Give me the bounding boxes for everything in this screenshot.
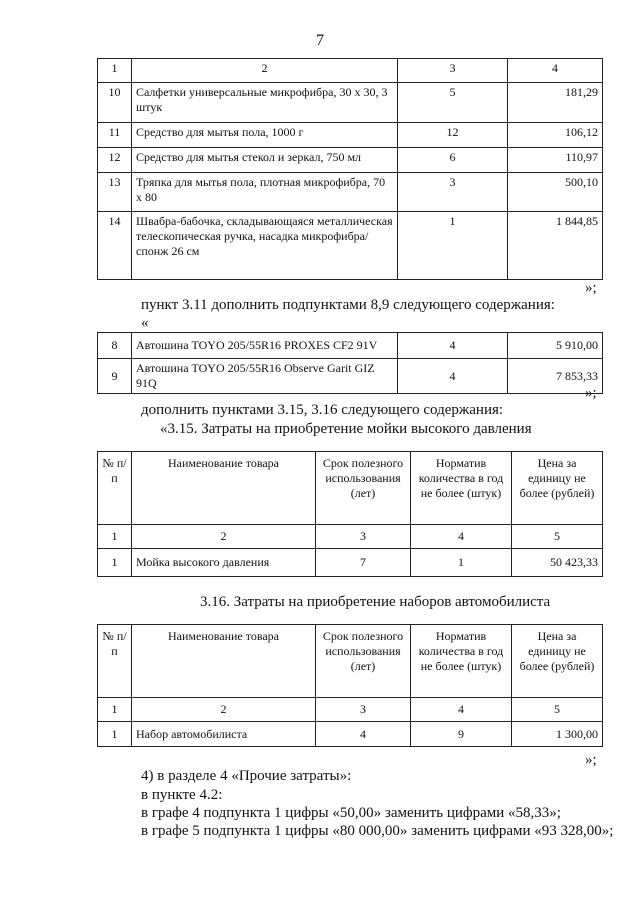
item-price: 5 910,00 [508,333,603,359]
item-price: 106,12 [508,123,603,148]
paragraph: пункт 3.11 дополнить подпунктами 8,9 следующего содержания: [141,297,555,313]
item-quantity: 6 [398,148,508,173]
header-cell: Срок полезного использования (лет) [316,625,411,698]
header-cell: № п/п [98,452,132,525]
col-number: 2 [132,698,316,722]
washer-table [97,451,603,577]
row-number: 11 [98,123,132,148]
table-header-row [98,452,603,525]
col-number: 2 [132,525,316,549]
table-row [98,212,603,280]
header-cell: № п/п [98,625,132,698]
col-number: 3 [316,698,411,722]
item-name: Мойка высокого давления [132,549,316,577]
item-quantity: 5 [398,83,508,123]
row-number: 9 [98,359,132,394]
col-number: 1 [98,525,132,549]
item-name: Швабра-бабочка, складывающаяся металлическая телескопическая ручка, насадка микрофибра/спонж 26 см [132,212,398,280]
row-number: 14 [98,212,132,280]
table-row [98,359,603,394]
col-number: 3 [398,59,508,83]
item-quantity: 4 [398,333,508,359]
row-number: 1 [98,722,132,747]
table-row [98,722,603,747]
page-number: 7 [316,32,324,49]
header-cell: Цена за единицу не более (рублей) [512,452,603,525]
item-quantity: 1 [411,549,512,577]
col-number: 2 [132,59,398,83]
paragraph: в графе 5 подпункта 1 цифры «80 000,00» заменить цифрами «93 328,00»; [141,823,614,839]
item-price: 1 844,85 [508,212,603,280]
paragraph: в графе 4 подпункта 1 цифры «50,00» заменить цифрами «58,33»; [141,805,561,821]
row-number: 1 [98,549,132,577]
item-term: 4 [316,722,411,747]
table-row [98,123,603,148]
item-quantity: 9 [411,722,512,747]
table-row [98,83,603,123]
tires-table [97,332,603,394]
item-name: Автошина TOYO 205/55R16 PROXES CF2 91V [132,333,398,359]
col-number: 4 [411,698,512,722]
col-number: 4 [411,525,512,549]
item-price: 110,97 [508,148,603,173]
paragraph: дополнить пунктами 3.15, 3.16 следующего содержания: [141,402,504,418]
item-name: Тряпка для мытья пола, плотная микрофибра, 70 х 80 [132,173,398,212]
item-name: Средство для мытья пола, 1000 г [132,123,398,148]
paragraph: 4) в разделе 4 «Прочие затраты»: [141,768,352,784]
table-header-row [98,625,603,698]
closing-quote: »; [585,752,597,768]
supplies-table [97,58,603,280]
col-number: 1 [98,59,132,83]
table-row [98,148,603,173]
col-number: 5 [512,525,603,549]
closing-quote: »; [585,385,597,401]
item-price: 181,29 [508,83,603,123]
table-row [98,549,603,577]
column-number-row [98,698,603,722]
section-heading: 3.16. Затраты на приобретение наборов автомобилиста [200,594,551,610]
item-name: Набор автомобилиста [132,722,316,747]
header-cell: Срок полезного использования (лет) [316,452,411,525]
item-quantity: 3 [398,173,508,212]
section-heading: «3.15. Затраты на приобретение мойки высокого давления [160,421,532,437]
row-number: 12 [98,148,132,173]
item-quantity: 12 [398,123,508,148]
item-name: Средство для мытья стекол и зеркал, 750 мл [132,148,398,173]
header-cell: Норматив количества в год не более (штук) [411,452,512,525]
closing-quote: »; [585,280,597,296]
item-name: Салфетки универсальные микрофибра, 30 х 30, 3 штук [132,83,398,123]
col-number: 5 [512,698,603,722]
row-number: 13 [98,173,132,212]
paragraph: в пункте 4.2: [141,787,223,803]
item-term: 7 [316,549,411,577]
header-cell: Норматив количества в год не более (штук) [411,625,512,698]
header-cell: Наименование товара [132,452,316,525]
item-name: Автошина TOYO 205/55R16 Observe Garit GIZ 91Q [132,359,398,394]
table-row [98,333,603,359]
col-number: 3 [316,525,411,549]
table-row [98,173,603,212]
car-kit-table [97,624,603,747]
item-quantity: 4 [398,359,508,394]
opening-quote: « [141,315,149,331]
item-price: 500,10 [508,173,603,212]
column-number-row [98,525,603,549]
item-price: 7 853,33 [508,359,603,394]
item-quantity: 1 [398,212,508,280]
table-header-row [98,59,603,83]
col-number: 4 [508,59,603,83]
header-cell: Цена за единицу не более (рублей) [512,625,603,698]
col-number: 1 [98,698,132,722]
row-number: 8 [98,333,132,359]
row-number: 10 [98,83,132,123]
item-price: 1 300,00 [512,722,603,747]
item-price: 50 423,33 [512,549,603,577]
header-cell: Наименование товара [132,625,316,698]
